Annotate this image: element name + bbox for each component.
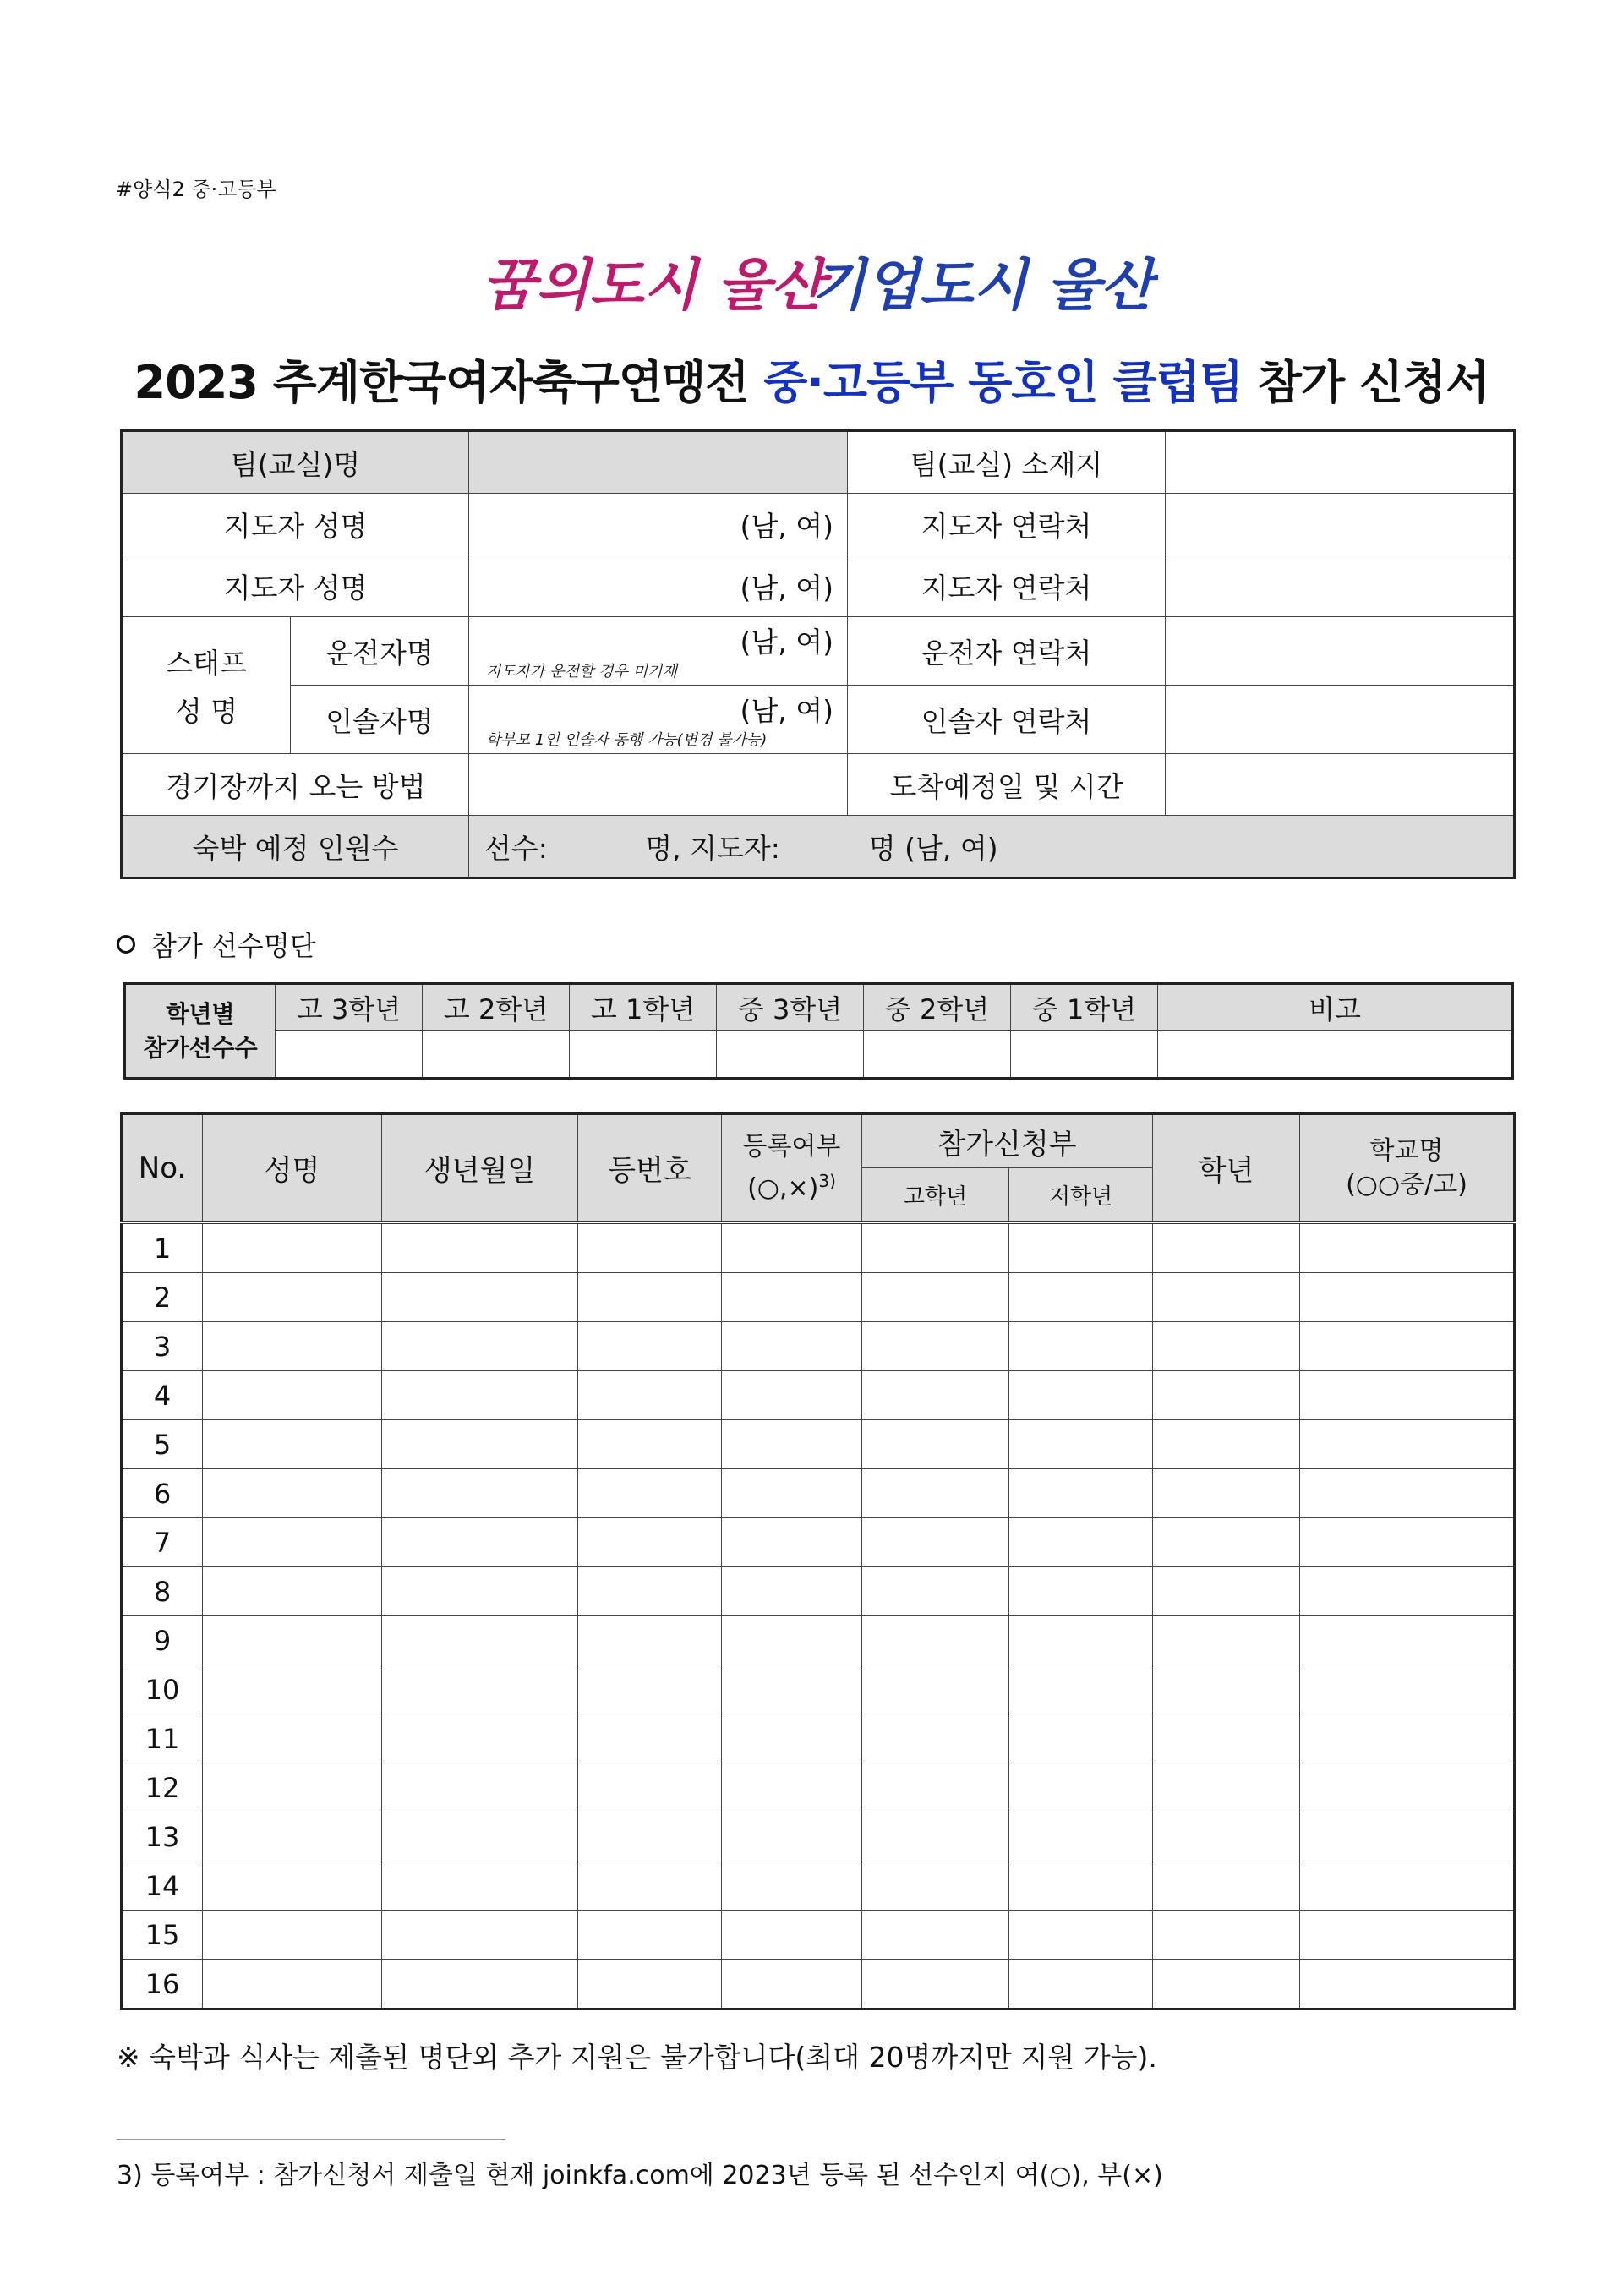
player-row-number: 4 [122, 1371, 203, 1420]
player-row-number: 7 [122, 1518, 203, 1567]
grade-header: 중 3학년 [717, 984, 864, 1031]
grade-count-field[interactable] [864, 1031, 1011, 1079]
col-division-high: 고학년 [862, 1168, 1009, 1223]
player-grade-cell[interactable] [1153, 1714, 1300, 1763]
player-school-cell[interactable] [1300, 1469, 1515, 1518]
driver-note: 지도자가 운전할 경우 미기재 [486, 663, 677, 681]
player-row [122, 1861, 1515, 1911]
player-high-cell[interactable] [862, 1714, 1009, 1763]
player-high-cell[interactable] [862, 1371, 1009, 1420]
player-school-cell[interactable] [1300, 1665, 1515, 1714]
player-row-number: 13 [122, 1812, 203, 1861]
team-name-label: 팀(교실)명 [122, 431, 469, 494]
player-low-cell[interactable] [1009, 1567, 1153, 1616]
lodging-row [122, 816, 1515, 878]
arrival-label: 도착예정일 및 시간 [848, 754, 1166, 816]
grade-header: 고 1학년 [570, 984, 717, 1031]
player-row-number: 16 [122, 1960, 203, 2009]
player-low-cell[interactable] [1009, 1714, 1153, 1763]
lodging-label: 숙박 예정 인원수 [122, 816, 469, 878]
players-table [120, 1112, 1516, 2010]
team-name-field[interactable] [469, 431, 848, 494]
player-birth-cell[interactable] [382, 1420, 578, 1469]
coach-contact-label: 지도자 연락처 [848, 494, 1166, 555]
player-school-cell[interactable] [1300, 1322, 1515, 1371]
player-row-number: 1 [122, 1222, 203, 1273]
player-row-number: 6 [122, 1469, 203, 1518]
footnote-divider [117, 2139, 505, 2140]
player-registered-cell[interactable] [722, 1273, 862, 1322]
player-regno-cell[interactable] [578, 1469, 722, 1518]
player-birth-cell[interactable] [382, 1273, 578, 1322]
route-row [122, 754, 1515, 816]
player-row [122, 1273, 1515, 1322]
player-name-cell[interactable] [203, 1222, 382, 1273]
player-registered-cell[interactable] [722, 1812, 862, 1861]
player-high-cell[interactable] [862, 1616, 1009, 1665]
player-row-number: 8 [122, 1567, 203, 1616]
player-low-cell[interactable] [1009, 1763, 1153, 1812]
player-high-cell[interactable] [862, 1273, 1009, 1322]
col-registered: 등록여부 (○,×)$^{3)}$ [722, 1114, 862, 1223]
player-row [122, 1222, 1515, 1273]
col-school: 학교명 (○○중/고) [1300, 1114, 1515, 1223]
player-grade-cell[interactable] [1153, 1371, 1300, 1420]
escort-note: 학부모 1인 인솔자 동행 가능(변경 불가능) [486, 731, 768, 749]
player-row [122, 1518, 1515, 1567]
player-regno-cell[interactable] [578, 1420, 722, 1469]
logo-text-part-2: 기업도시 울산 [812, 253, 1155, 318]
player-regno-cell[interactable] [578, 1665, 722, 1714]
player-birth-cell[interactable] [382, 1960, 578, 2009]
player-low-cell[interactable] [1009, 1222, 1153, 1273]
player-regno-cell[interactable] [578, 1518, 722, 1567]
footnote-registration: 3) 등록여부 : 참가신청서 제출일 현재 joinkfa.com에 2023년 등록 된 선수인지 여(○), 부(×) [117, 2161, 1163, 2190]
player-regno-cell[interactable] [578, 1960, 722, 2009]
player-name-cell[interactable] [203, 1861, 382, 1911]
player-row-number: 5 [122, 1420, 203, 1469]
route-label: 경기장까지 오는 방법 [122, 754, 469, 816]
player-grade-cell[interactable] [1153, 1763, 1300, 1812]
grade-count-field[interactable] [276, 1031, 423, 1079]
player-school-cell[interactable] [1300, 1616, 1515, 1665]
player-row [122, 1763, 1515, 1812]
player-school-cell[interactable] [1300, 1911, 1515, 1960]
player-school-cell[interactable] [1300, 1222, 1515, 1273]
escort-contact-field[interactable] [1166, 686, 1515, 754]
player-name-cell[interactable] [203, 1273, 382, 1322]
player-grade-cell[interactable] [1153, 1567, 1300, 1616]
player-registered-cell[interactable] [722, 1420, 862, 1469]
player-row-number: 9 [122, 1616, 203, 1665]
player-high-cell[interactable] [862, 1861, 1009, 1911]
player-name-cell[interactable] [203, 1911, 382, 1960]
coach-contact-field[interactable] [1166, 555, 1515, 617]
col-division: 참가신청부 [862, 1114, 1153, 1168]
coach-row-1 [122, 494, 1515, 555]
player-row-number: 12 [122, 1763, 203, 1812]
player-low-cell[interactable] [1009, 1861, 1153, 1911]
player-birth-cell[interactable] [382, 1616, 578, 1665]
player-high-cell[interactable] [862, 1911, 1009, 1960]
coach-name-label: 지도자 성명 [122, 494, 469, 555]
grade-header: 중 1학년 [1011, 984, 1158, 1031]
player-birth-cell[interactable] [382, 1812, 578, 1861]
player-low-cell[interactable] [1009, 1322, 1153, 1371]
player-birth-cell[interactable] [382, 1222, 578, 1273]
player-school-cell[interactable] [1300, 1371, 1515, 1420]
player-row [122, 1665, 1515, 1714]
driver-label: 운전자명 [291, 617, 469, 686]
ulsan-slogan-logo [482, 238, 1158, 323]
coach-contact-label: 지도자 연락처 [848, 555, 1166, 617]
route-field[interactable] [469, 754, 848, 816]
player-row [122, 1714, 1515, 1763]
player-grade-cell[interactable] [1153, 1665, 1300, 1714]
player-row [122, 1567, 1515, 1616]
player-regno-cell[interactable] [578, 1567, 722, 1616]
player-registered-cell[interactable] [722, 1763, 862, 1812]
col-birth: 생년월일 [382, 1114, 578, 1223]
player-low-cell[interactable] [1009, 1812, 1153, 1861]
player-registered-cell[interactable] [722, 1518, 862, 1567]
team-info-table [120, 429, 1516, 879]
player-name-cell[interactable] [203, 1371, 382, 1420]
player-school-cell[interactable] [1300, 1567, 1515, 1616]
player-birth-cell[interactable] [382, 1714, 578, 1763]
player-regno-cell[interactable] [578, 1714, 722, 1763]
player-registered-cell[interactable] [722, 1222, 862, 1273]
team-location-field[interactable] [1166, 431, 1515, 494]
player-birth-cell[interactable] [382, 1665, 578, 1714]
coach-row-2 [122, 555, 1515, 617]
driver-contact-field[interactable] [1166, 617, 1515, 686]
player-high-cell[interactable] [862, 1665, 1009, 1714]
col-grade: 학년 [1153, 1114, 1300, 1223]
player-name-cell[interactable] [203, 1322, 382, 1371]
player-grade-cell[interactable] [1153, 1420, 1300, 1469]
player-low-cell[interactable] [1009, 1371, 1153, 1420]
col-name: 성명 [203, 1114, 382, 1223]
escort-label: 인솔자명 [291, 686, 469, 754]
player-registered-cell[interactable] [722, 1714, 862, 1763]
player-grade-cell[interactable] [1153, 1616, 1300, 1665]
circle-bullet-icon [117, 935, 135, 954]
player-registered-cell[interactable] [722, 1616, 862, 1665]
player-low-cell[interactable] [1009, 1273, 1153, 1322]
player-row [122, 1960, 1515, 2009]
player-school-cell[interactable] [1300, 1812, 1515, 1861]
player-grade-cell[interactable] [1153, 1518, 1300, 1567]
staff-label: 스태프 성 명 [122, 617, 291, 754]
player-birth-cell[interactable] [382, 1469, 578, 1518]
grade-count-label: 학년별 참가선수수 [125, 984, 276, 1079]
player-birth-cell[interactable] [382, 1322, 578, 1371]
grade-count-field[interactable] [1011, 1031, 1158, 1079]
player-grade-cell[interactable] [1153, 1812, 1300, 1861]
player-school-cell[interactable] [1300, 1518, 1515, 1567]
player-school-cell[interactable] [1300, 1861, 1515, 1911]
player-high-cell[interactable] [862, 1567, 1009, 1616]
player-high-cell[interactable] [862, 1222, 1009, 1273]
player-registered-cell[interactable] [722, 1861, 862, 1911]
grade-count-field[interactable] [570, 1031, 717, 1079]
player-regno-cell[interactable] [578, 1911, 722, 1960]
player-row-number: 2 [122, 1273, 203, 1322]
grade-count-field[interactable] [717, 1031, 864, 1079]
player-school-cell[interactable] [1300, 1763, 1515, 1812]
escort-row [122, 686, 1515, 754]
player-name-cell[interactable] [203, 1665, 382, 1714]
player-row [122, 1371, 1515, 1420]
player-birth-cell[interactable] [382, 1518, 578, 1567]
player-registered-cell[interactable] [722, 1322, 862, 1371]
player-grade-cell[interactable] [1153, 1469, 1300, 1518]
player-row [122, 1322, 1515, 1371]
player-school-cell[interactable] [1300, 1714, 1515, 1763]
player-row-number: 11 [122, 1714, 203, 1763]
player-row [122, 1812, 1515, 1861]
player-name-cell[interactable] [203, 1763, 382, 1812]
player-high-cell[interactable] [862, 1518, 1009, 1567]
coach-name-field[interactable]: (남, 여) [469, 555, 848, 617]
escort-contact-label: 인솔자 연락처 [848, 686, 1166, 754]
player-grade-cell[interactable] [1153, 1911, 1300, 1960]
player-high-cell[interactable] [862, 1960, 1009, 2009]
arrival-field[interactable] [1166, 754, 1515, 816]
player-row [122, 1616, 1515, 1665]
player-name-cell[interactable] [203, 1567, 382, 1616]
page-title: 2023 추계한국여자축구연맹전 중·고등부 동호인 클럽팀 참가 신청서 [134, 356, 1489, 409]
player-low-cell[interactable] [1009, 1518, 1153, 1567]
player-row [122, 1469, 1515, 1518]
player-row [122, 1911, 1515, 1960]
player-birth-cell[interactable] [382, 1861, 578, 1911]
player-name-cell[interactable] [203, 1469, 382, 1518]
player-birth-cell[interactable] [382, 1567, 578, 1616]
player-row-number: 10 [122, 1665, 203, 1714]
player-high-cell[interactable] [862, 1322, 1009, 1371]
player-row-number: 14 [122, 1861, 203, 1911]
col-division-low: 저학년 [1009, 1168, 1153, 1223]
grade-count-table [123, 982, 1514, 1080]
player-birth-cell[interactable] [382, 1911, 578, 1960]
player-high-cell[interactable] [862, 1812, 1009, 1861]
player-row-number: 3 [122, 1322, 203, 1371]
player-name-cell[interactable] [203, 1616, 382, 1665]
player-grade-cell[interactable] [1153, 1960, 1300, 2009]
player-registered-cell[interactable] [722, 1371, 862, 1420]
player-row [122, 1420, 1515, 1469]
player-registered-cell[interactable] [722, 1911, 862, 1960]
remarks-field[interactable] [1158, 1031, 1513, 1079]
lodging-note: ※ 숙박과 식사는 제출된 명단외 추가 지원은 불가합니다(최대 20명까지만 지원 가능). [117, 2041, 1157, 2074]
player-birth-cell[interactable] [382, 1371, 578, 1420]
col-no: No. [122, 1114, 203, 1223]
player-name-cell[interactable] [203, 1812, 382, 1861]
player-birth-cell[interactable] [382, 1763, 578, 1812]
player-registered-cell[interactable] [722, 1665, 862, 1714]
player-low-cell[interactable] [1009, 1665, 1153, 1714]
team-location-label: 팀(교실) 소재지 [848, 431, 1166, 494]
player-school-cell[interactable] [1300, 1420, 1515, 1469]
team-row [122, 431, 1515, 494]
grade-header: 중 2학년 [864, 984, 1011, 1031]
player-high-cell[interactable] [862, 1420, 1009, 1469]
player-grade-cell[interactable] [1153, 1861, 1300, 1911]
player-regno-cell[interactable] [578, 1812, 722, 1861]
driver-row [122, 617, 1515, 686]
driver-contact-label: 운전자 연락처 [848, 617, 1166, 686]
grade-header: 고 2학년 [423, 984, 570, 1031]
remarks-header: 비고 [1158, 984, 1513, 1031]
player-regno-cell[interactable] [578, 1763, 722, 1812]
player-grade-cell[interactable] [1153, 1322, 1300, 1371]
player-low-cell[interactable] [1009, 1911, 1153, 1960]
player-registered-cell[interactable] [722, 1960, 862, 2009]
player-row-number: 15 [122, 1911, 203, 1960]
player-low-cell[interactable] [1009, 1420, 1153, 1469]
player-regno-cell[interactable] [578, 1616, 722, 1665]
player-registered-cell[interactable] [722, 1567, 862, 1616]
player-school-cell[interactable] [1300, 1960, 1515, 2009]
coach-contact-field[interactable] [1166, 494, 1515, 555]
player-name-cell[interactable] [203, 1960, 382, 2009]
player-low-cell[interactable] [1009, 1616, 1153, 1665]
player-regno-cell[interactable] [578, 1273, 722, 1322]
lodging-field[interactable]: 선수: 명, 지도자: 명 (남, 여) [469, 816, 1515, 878]
player-regno-cell[interactable] [578, 1861, 722, 1911]
player-name-cell[interactable] [203, 1714, 382, 1763]
player-grade-cell[interactable] [1153, 1222, 1300, 1273]
grade-header: 고 3학년 [276, 984, 423, 1031]
player-registered-cell[interactable] [722, 1469, 862, 1518]
player-name-cell[interactable] [203, 1518, 382, 1567]
form-label: #양식2 중·고등부 [116, 178, 276, 201]
player-school-cell[interactable] [1300, 1273, 1515, 1322]
driver-name-field[interactable]: (남, 여) 지도자가 운전할 경우 미기재 [469, 617, 848, 686]
grade-count-field[interactable] [423, 1031, 570, 1079]
escort-name-field[interactable]: (남, 여) 학부모 1인 인솔자 동행 가능(변경 불가능) [469, 686, 848, 754]
player-grade-cell[interactable] [1153, 1273, 1300, 1322]
player-regno-cell[interactable] [578, 1222, 722, 1273]
coach-name-field[interactable]: (남, 여) [469, 494, 848, 555]
player-high-cell[interactable] [862, 1469, 1009, 1518]
player-name-cell[interactable] [203, 1420, 382, 1469]
roster-heading: 참가 선수명단 [117, 925, 316, 964]
player-regno-cell[interactable] [578, 1371, 722, 1420]
logo-text-part-1: 꿈의도시 울산 [482, 253, 825, 318]
player-high-cell[interactable] [862, 1763, 1009, 1812]
coach-name-label: 지도자 성명 [122, 555, 469, 617]
player-regno-cell[interactable] [578, 1322, 722, 1371]
player-low-cell[interactable] [1009, 1469, 1153, 1518]
player-low-cell[interactable] [1009, 1960, 1153, 2009]
col-regno: 등번호 [578, 1114, 722, 1223]
